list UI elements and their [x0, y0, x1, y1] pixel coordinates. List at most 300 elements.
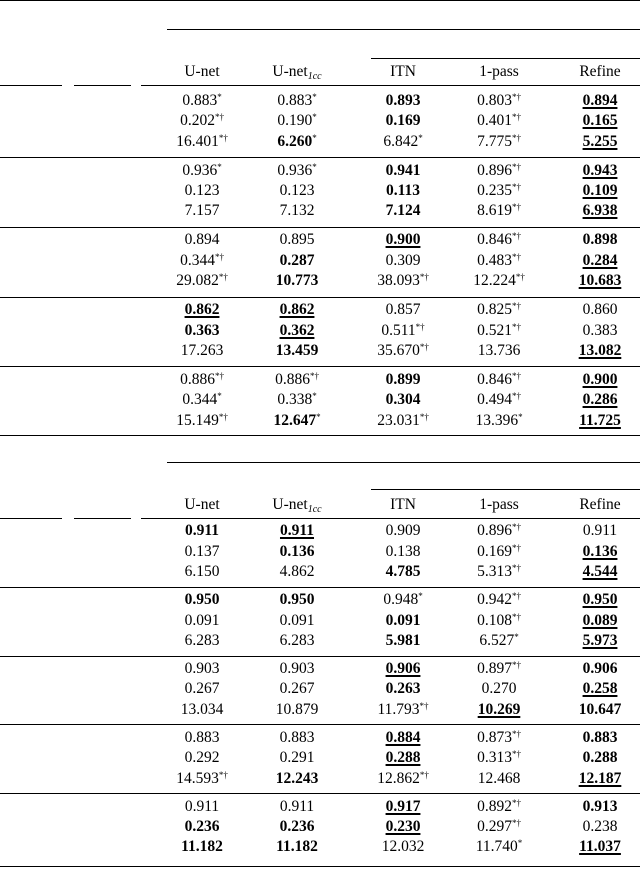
- significance-marker: *†: [511, 542, 521, 553]
- table-cell: [275, 370, 319, 390]
- cell-value: 29.082: [176, 272, 219, 290]
- cell-value: 0.113: [385, 181, 421, 199]
- cell-value: 0.511: [381, 321, 416, 339]
- table-cell: [277, 390, 316, 410]
- cell-value: 5.313: [477, 563, 512, 581]
- cell-value: 6.150: [184, 563, 220, 581]
- table-cell: [583, 132, 618, 152]
- table-cell: [583, 161, 618, 181]
- significance-marker: *: [312, 391, 317, 402]
- cell-value: 11.182: [276, 838, 318, 856]
- table-cell: [185, 230, 220, 250]
- cell-value: 0.286: [582, 391, 618, 409]
- significance-marker: *†: [511, 112, 521, 123]
- table-cell: [583, 542, 618, 562]
- cell-value: 15.149: [176, 411, 219, 429]
- cell-value: 13.034: [180, 700, 224, 718]
- table-cell: [583, 797, 618, 817]
- cell-value: 0.136: [582, 542, 618, 560]
- table-cell: [280, 590, 315, 610]
- cell-value: 12.187: [578, 769, 622, 787]
- cell-value: 6.283: [279, 632, 315, 649]
- cell-value: 0.896: [477, 161, 512, 179]
- table-cell: [386, 181, 420, 201]
- header-col: [184, 62, 219, 82]
- table-cell: [386, 111, 421, 131]
- table-cell: [386, 300, 421, 320]
- cell-value: 0.123: [184, 181, 220, 199]
- cell-value: 5.981: [385, 632, 421, 649]
- header-col: [184, 495, 219, 515]
- header-rule: [141, 85, 640, 86]
- significance-marker: *: [217, 91, 222, 102]
- block-rule: [0, 157, 640, 158]
- table-cell: [280, 181, 315, 201]
- cell-value: 13.459: [275, 341, 319, 359]
- table-cell: [386, 370, 421, 390]
- table-cell: [180, 370, 224, 390]
- title-rule: [167, 462, 640, 463]
- table-cell: [377, 700, 428, 720]
- cell-value: 0.894: [184, 231, 220, 249]
- significance-marker: *†: [419, 769, 429, 780]
- cell-value: 12.862: [377, 769, 420, 787]
- table-cell: [477, 611, 521, 631]
- table-cell: [280, 748, 315, 768]
- significance-marker: *: [316, 411, 321, 422]
- cell-value: 0.138: [385, 542, 421, 560]
- cell-value: 0.338: [277, 391, 313, 409]
- significance-marker: *†: [218, 411, 228, 422]
- table-cell: [185, 542, 220, 562]
- table-cell: [386, 542, 421, 562]
- cell-value: 0.950: [184, 591, 220, 609]
- table-cell: [383, 132, 422, 152]
- cell-value: 0.909: [385, 522, 421, 540]
- significance-marker: *†: [511, 818, 521, 828]
- significance-marker: *: [514, 632, 519, 642]
- cell-value: 0.862: [184, 301, 220, 319]
- table-cell: [280, 728, 315, 748]
- significance-marker: *†: [511, 391, 521, 402]
- table-cell: [280, 611, 315, 631]
- table-cell: [185, 521, 219, 541]
- cell-value: 0.292: [184, 749, 220, 767]
- table-cell: [185, 611, 220, 631]
- table-cell: [386, 817, 421, 837]
- table-cell: [182, 390, 221, 410]
- cell-value: 12.032: [381, 838, 425, 856]
- table-cell: [386, 797, 421, 817]
- table-cell: [386, 562, 421, 582]
- cell-value: 0.137: [184, 542, 220, 560]
- cell-value: 0.108: [477, 611, 512, 629]
- block-rule: [0, 227, 640, 228]
- significance-marker: *†: [511, 797, 521, 808]
- table-cell: [185, 181, 220, 201]
- cell-value: 7.775: [477, 132, 512, 150]
- cell-value: 0.304: [385, 391, 421, 409]
- header-col-label: U-net: [184, 496, 220, 513]
- table-cell: [185, 631, 220, 651]
- cell-value: 0.344: [182, 391, 218, 409]
- cell-value: 10.269: [477, 700, 521, 718]
- table-cell: [386, 611, 421, 631]
- table-cell: [176, 769, 228, 789]
- cell-value: 0.109: [582, 181, 618, 199]
- cell-value: 0.862: [279, 301, 315, 319]
- block-rule: [0, 297, 640, 298]
- table-cell: [475, 411, 522, 431]
- table-cell: [377, 271, 429, 291]
- header-col: [390, 495, 416, 515]
- table-cell: [185, 728, 220, 748]
- significance-marker: *†: [214, 112, 224, 123]
- table-cell: [583, 251, 618, 271]
- table-cell: [277, 132, 316, 152]
- cell-value: 0.943: [582, 161, 618, 179]
- cell-value: 13.082: [578, 341, 622, 359]
- significance-marker: *†: [511, 231, 521, 242]
- cell-value: 0.091: [184, 611, 220, 629]
- block-rule: [0, 793, 640, 794]
- significance-marker: *: [418, 132, 423, 143]
- table-cell: [180, 111, 224, 131]
- significance-marker: *†: [511, 132, 521, 143]
- table-cell: [280, 817, 315, 837]
- cell-value: 0.948: [383, 591, 419, 609]
- cell-value: 0.903: [279, 660, 315, 677]
- table-cell: [579, 837, 621, 857]
- cell-value: 0.846: [477, 231, 512, 249]
- cell-value: 0.202: [180, 112, 215, 130]
- group-rule: [371, 58, 640, 59]
- table-cell: [185, 321, 220, 341]
- table-cell: [185, 748, 220, 768]
- cell-value: 11.182: [181, 838, 223, 856]
- cell-value: 0.383: [582, 321, 618, 339]
- table-cell: [280, 631, 315, 651]
- header-col-label: U-net: [272, 496, 308, 513]
- cell-value: 0.906: [385, 660, 421, 677]
- cell-value: 0.363: [184, 321, 220, 339]
- cell-value: 7.157: [184, 202, 220, 220]
- header-col: [479, 62, 519, 82]
- cell-value: 0.894: [582, 91, 618, 109]
- table-cell: [477, 230, 521, 250]
- table-cell: [386, 748, 421, 768]
- significance-marker: *†: [511, 301, 521, 312]
- significance-marker: *†: [419, 272, 429, 283]
- table-cell: [579, 700, 622, 720]
- table-cell: [583, 521, 617, 541]
- table-cell: [477, 321, 521, 341]
- header-col-subscript: 1cc: [307, 71, 322, 82]
- table-cell: [478, 769, 521, 789]
- cell-value: 0.165: [582, 112, 618, 130]
- cell-value: 6.938: [582, 202, 618, 220]
- cell-value: 0.846: [477, 370, 512, 388]
- cell-value: 4.544: [582, 563, 618, 581]
- cell-value: 8.619: [477, 202, 512, 220]
- significance-marker: *†: [511, 591, 521, 602]
- cell-value: 0.892: [477, 797, 512, 815]
- table-cell: [386, 679, 421, 699]
- significance-marker: *: [418, 591, 423, 602]
- table-cell: [280, 659, 315, 679]
- table-cell: [478, 700, 521, 720]
- cell-value: 0.258: [582, 680, 618, 698]
- table-cell: [185, 797, 219, 817]
- table-cell: [583, 590, 618, 610]
- table-cell: [583, 659, 618, 679]
- cell-value: 0.883: [277, 91, 313, 109]
- cell-value: 0.284: [582, 251, 618, 269]
- cell-value: 14.593: [176, 769, 219, 787]
- table-cell: [280, 679, 315, 699]
- cell-value: 6.283: [184, 632, 220, 649]
- table-rule: [0, 435, 640, 436]
- cell-value: 0.857: [385, 301, 421, 319]
- significance-marker: *: [312, 132, 317, 143]
- cell-value: 0.893: [385, 91, 421, 109]
- cell-value: 0.521: [477, 321, 512, 339]
- cell-value: 0.190: [277, 112, 313, 130]
- table-cell: [276, 769, 319, 789]
- cell-value: 12.243: [275, 769, 319, 787]
- table-cell: [477, 161, 521, 181]
- significance-marker: *†: [419, 700, 429, 711]
- header-col-label: 1-pass: [479, 496, 519, 513]
- cell-value: 6.842: [383, 132, 419, 150]
- cell-value: 0.883: [184, 728, 220, 746]
- cell-value: 0.883: [182, 91, 218, 109]
- table-cell: [477, 181, 521, 201]
- header-col-label: Refine: [579, 63, 621, 80]
- table-cell: [477, 728, 521, 748]
- table-cell: [276, 837, 318, 857]
- cell-value: 6.527: [479, 632, 515, 649]
- significance-marker: *†: [511, 611, 521, 622]
- significance-marker: *†: [214, 251, 224, 262]
- header-col-label: ITN: [390, 496, 416, 513]
- cell-value: 0.896: [477, 522, 512, 540]
- cell-value: 0.344: [180, 251, 215, 269]
- significance-marker: *†: [218, 769, 228, 780]
- significance-marker: *†: [511, 251, 521, 262]
- header-col: [390, 62, 416, 82]
- significance-marker: *†: [511, 522, 521, 533]
- table-cell: [176, 271, 228, 291]
- cell-value: 12.647: [273, 411, 317, 429]
- cell-value: 0.936: [277, 161, 313, 179]
- cell-value: 0.483: [477, 251, 512, 269]
- group-rule: [371, 489, 640, 490]
- cell-value: 0.136: [279, 542, 315, 560]
- table-cell: [477, 590, 521, 610]
- cell-value: 10.647: [578, 700, 622, 718]
- table-cell: [276, 341, 319, 361]
- cell-value: 0.230: [385, 818, 421, 835]
- table-cell: [386, 91, 421, 111]
- significance-marker: *†: [419, 411, 429, 422]
- table-cell: [276, 271, 319, 291]
- table-cell: [477, 562, 521, 582]
- cell-value: 7.124: [385, 202, 421, 220]
- header-col: [479, 495, 519, 515]
- table-cell: [181, 700, 224, 720]
- table-cell: [583, 611, 618, 631]
- table-cell: [477, 370, 521, 390]
- significance-marker: *†: [511, 660, 521, 670]
- cell-value: 0.236: [184, 818, 220, 835]
- table-cell: [477, 659, 521, 679]
- cell-value: 35.670: [377, 341, 420, 359]
- table-cell: [583, 817, 618, 837]
- header-col-label: U-net: [184, 63, 220, 80]
- table-cell: [583, 631, 618, 651]
- header-rule: [0, 85, 62, 86]
- significance-marker: *: [217, 161, 222, 172]
- block-rule: [0, 366, 640, 367]
- cell-value: 0.091: [385, 611, 421, 629]
- cell-value: 0.950: [279, 591, 315, 609]
- table-cell: [185, 679, 220, 699]
- header-col-subscript: 1cc: [307, 504, 322, 515]
- cell-value: 0.886: [180, 370, 215, 388]
- cell-value: 12.224: [473, 272, 516, 290]
- table-cell: [583, 370, 618, 390]
- cell-value: 0.873: [477, 728, 512, 746]
- block-rule: [0, 724, 640, 725]
- cell-value: 0.900: [582, 370, 618, 388]
- significance-marker: *: [517, 838, 523, 849]
- significance-marker: *†: [515, 272, 525, 283]
- table-cell: [280, 562, 315, 582]
- table-cell: [477, 797, 521, 817]
- cell-value: 0.911: [582, 522, 618, 540]
- table-cell: [381, 321, 424, 341]
- significance-marker: *†: [415, 321, 425, 332]
- cell-value: 0.288: [385, 749, 421, 767]
- significance-marker: *†: [419, 341, 429, 352]
- table-cell: [181, 837, 223, 857]
- table-cell: [176, 132, 228, 152]
- cell-value: 0.900: [385, 231, 421, 249]
- table-cell: [579, 769, 622, 789]
- cell-value: 5.255: [582, 132, 618, 150]
- table-cell: [377, 769, 429, 789]
- table-cell: [185, 201, 220, 221]
- table-rule: [0, 0, 640, 1]
- table-cell: [583, 562, 618, 582]
- cell-value: 23.031: [377, 411, 420, 429]
- cell-value: 11.037: [579, 838, 621, 856]
- cell-value: 0.313: [477, 749, 512, 767]
- cell-value: 0.941: [385, 161, 421, 179]
- table-cell: [185, 817, 220, 837]
- cell-value: 0.235: [477, 181, 512, 199]
- cell-value: 13.736: [477, 341, 521, 359]
- cell-value: 0.267: [279, 680, 315, 698]
- table-cell: [477, 251, 521, 271]
- significance-marker: *†: [218, 132, 228, 143]
- cell-value: 0.270: [481, 680, 517, 698]
- cell-value: 0.897: [477, 660, 512, 677]
- table-cell: [386, 659, 421, 679]
- table-cell: [383, 590, 422, 610]
- header-col-label: 1-pass: [479, 63, 519, 80]
- significance-marker: *†: [218, 272, 228, 283]
- table-cell: [473, 271, 525, 291]
- table-cell: [477, 91, 521, 111]
- table-cell: [182, 91, 221, 111]
- table-cell: [579, 341, 622, 361]
- cell-value: 0.883: [279, 728, 315, 746]
- header-rule: [0, 518, 62, 519]
- cell-value: 0.494: [477, 391, 512, 409]
- table-cell: [386, 728, 421, 748]
- table-cell: [280, 300, 315, 320]
- header-col: [272, 62, 321, 82]
- table-cell: [479, 631, 518, 651]
- table-cell: [583, 230, 618, 250]
- cell-value: 10.683: [578, 272, 622, 290]
- header-col-label: U-net: [272, 63, 308, 80]
- table-cell: [477, 748, 521, 768]
- table-cell: [180, 251, 224, 271]
- table-cell: [477, 390, 521, 410]
- significance-marker: *†: [214, 370, 224, 381]
- cell-value: 0.291: [279, 749, 315, 767]
- cell-value: 17.263: [180, 341, 224, 359]
- table-cell: [583, 390, 618, 410]
- cell-value: 0.898: [582, 231, 618, 249]
- cell-value: 11.725: [579, 411, 621, 429]
- cell-value: 13.396: [475, 411, 519, 429]
- table-cell: [583, 201, 618, 221]
- table-cell: [276, 700, 319, 720]
- cell-value: 0.903: [184, 660, 220, 677]
- cell-value: 0.911: [279, 522, 315, 540]
- table-cell: [185, 562, 220, 582]
- cell-value: 10.879: [275, 700, 319, 718]
- cell-value: 11.793: [377, 700, 420, 718]
- table-cell: [482, 679, 517, 699]
- cell-value: 6.260: [277, 132, 313, 150]
- significance-marker: *: [312, 161, 317, 172]
- table-cell: [476, 837, 523, 857]
- header-col-label: ITN: [390, 63, 416, 80]
- cell-value: 0.911: [184, 522, 220, 540]
- cell-value: 12.468: [477, 769, 521, 787]
- table-cell: [583, 728, 618, 748]
- header-col: [272, 495, 321, 515]
- table-cell: [583, 91, 618, 111]
- header-col: [579, 62, 620, 82]
- table-cell: [478, 341, 521, 361]
- table-cell: [583, 321, 618, 341]
- table-cell: [181, 341, 224, 361]
- title-rule: [167, 29, 640, 30]
- table-cell: [579, 411, 621, 431]
- cell-value: 4.785: [385, 563, 421, 581]
- table-cell: [477, 111, 521, 131]
- table-cell: [477, 201, 521, 221]
- table-cell: [477, 132, 521, 152]
- table-cell: [182, 161, 221, 181]
- significance-marker: *†: [511, 728, 521, 739]
